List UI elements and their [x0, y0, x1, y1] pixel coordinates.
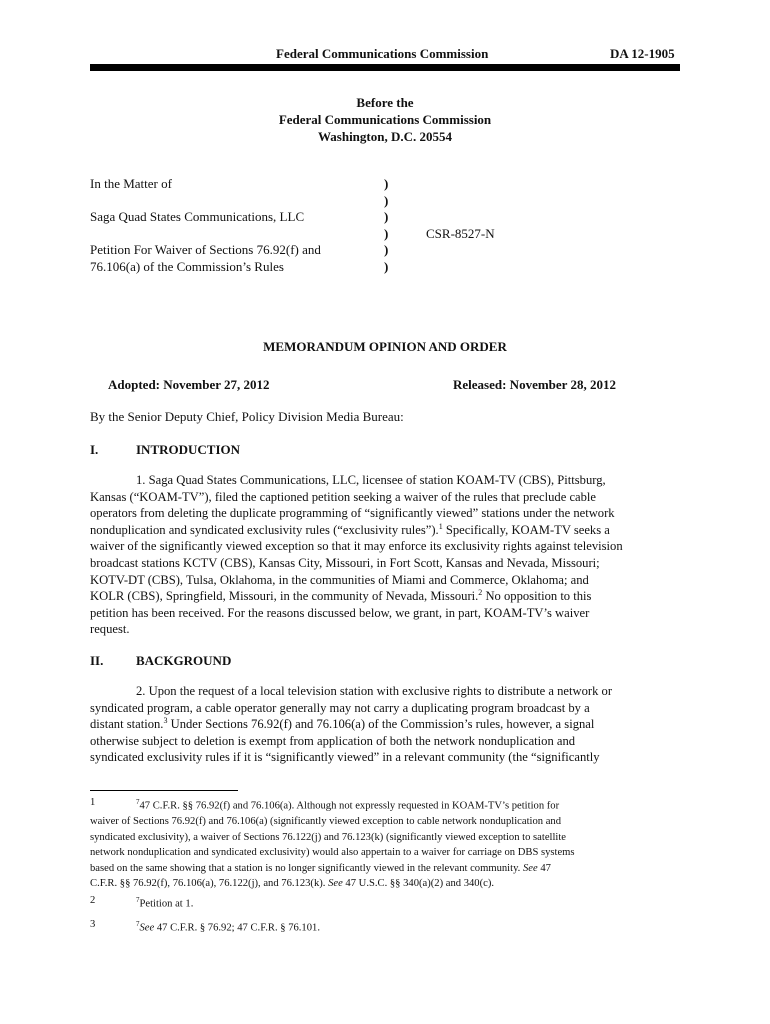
title-line-1: Before the — [356, 95, 414, 110]
paragraph-line: 2. Upon the request of a local television station with exclusive rights to distribute a network or — [136, 684, 613, 698]
header-rule — [90, 64, 680, 71]
released-date: Released: November 28, 2012 — [453, 377, 616, 392]
footnote-number: 1 — [90, 797, 96, 808]
footnote-line: based on the same showing that a station is no longer significantly viewed in the relevant community. See 47 — [90, 862, 551, 874]
footnote-line: syndicated exclusivity), a waiver of Sections 76.122(j) and 76.123(k) (significantly viewed exception to satellite — [90, 831, 566, 843]
header-agency: Federal Communications Commission — [276, 46, 489, 61]
caption-bracket: ) — [384, 209, 389, 224]
caption-bracket: ) — [384, 242, 389, 257]
section-title-background: BACKGROUND — [136, 653, 232, 668]
paragraph-line: broadcast stations KCTV (CBS), Kansas City, Missouri, in Fort Scott, Kansas and Nevada, Missouri; — [90, 555, 600, 570]
paragraph-line: petition has been received. For the reasons discussed below, we grant, in part, KOAM-TV’s waiver — [90, 605, 590, 620]
caption-bracket: ) — [384, 176, 389, 191]
section-number: II. — [90, 653, 104, 668]
section-number: I. — [90, 442, 99, 457]
caption-in-matter-of: In the Matter of — [90, 176, 172, 191]
footnote-3: $^7$See 47 C.F.R. § 76.92; 47 C.F.R. § 76.101. — [136, 920, 320, 934]
caption-bracket: ) — [384, 259, 389, 274]
footnote-line: C.F.R. §§ 76.92(f), 76.106(a), 76.122(j), and 76.123(k). See 47 U.S.C. §§ 340(a)(2) and 340(c). — [90, 878, 495, 890]
paragraph-line: KOTV-DT (CBS), Tulsa, Oklahoma, in the communities of Miami and Commerce, Oklahoma; and — [90, 572, 589, 587]
footnote-line: waiver of Sections 76.92(f) and 76.106(a) (significantly viewed exception to cable network nonduplication and — [90, 816, 561, 828]
adopted-date: Adopted: November 27, 2012 — [108, 377, 270, 392]
footnote-ref[interactable]: 2 — [478, 587, 483, 597]
caption-party: Saga Quad States Communications, LLC — [90, 209, 305, 224]
paragraph-line: syndicated exclusivity rules if it is “significantly viewed” in a relevant community (the “significantly — [90, 750, 600, 765]
title-line-2: Federal Communications Commission — [278, 112, 492, 127]
paragraph-line: waiver of the significantly viewed exception so that it may enforce its exclusivity rights against television — [90, 539, 623, 554]
paragraph-1 — [90, 472, 680, 638]
paragraph-line: request. — [90, 622, 130, 637]
footnote-2: $^7$Petition at 1. — [136, 896, 194, 910]
footnote-1 — [90, 795, 680, 892]
caption-petition-line-1: Petition For Waiver of Sections 76.92(f) and — [90, 242, 321, 257]
footnote-line: $^7$47 C.F.R. §§ 76.92(f) and 76.106(a). Although not expressly requested in KOAM-TV’s petition for — [136, 798, 560, 812]
footnote-number: 2 — [90, 895, 96, 906]
header-doc-number: DA 12-1905 — [610, 46, 675, 61]
footnote-line: network nonduplication and syndicated exclusivity) would also appertain to a waiver for carriage on DBS systems — [90, 847, 575, 859]
order-title: MEMORANDUM OPINION AND ORDER — [263, 339, 507, 354]
footnote-ref[interactable]: 3 — [163, 716, 168, 725]
paragraph-line: KOLR (CBS), Springfield, Missouri, in the community of Nevada, Missouri.$^2$ No opposition to this — [90, 587, 592, 604]
paragraph-line: 1. Saga Quad States Communications, LLC, licensee of station KOAM-TV (CBS), Pittsburg, — [136, 473, 606, 487]
caption-docket: CSR-8527-N — [426, 226, 495, 241]
footnote-ref[interactable]: 1 — [438, 521, 443, 531]
paragraph-line: Kansas (“KOAM-TV”), filed the captioned petition seeking a waiver of the rules that preclude cable — [90, 489, 597, 504]
footnote-number: 3 — [90, 919, 96, 930]
caption-bracket: ) — [384, 226, 389, 241]
title-line-3: Washington, D.C. 20554 — [318, 129, 452, 144]
byline: By the Senior Deputy Chief, Policy Division Media Bureau: — [90, 409, 404, 424]
paragraph-2 — [90, 683, 680, 766]
footnote-rule — [90, 790, 238, 791]
caption-petition-line-2: 76.106(a) of the Commission’s Rules — [90, 259, 284, 274]
section-title-introduction: INTRODUCTION — [136, 442, 241, 457]
caption-bracket: ) — [384, 193, 389, 208]
paragraph-line: syndicated program, a cable operator generally may not carry a duplicating program broadcast by a — [90, 700, 590, 715]
paragraph-line: nonduplication and syndicated exclusivity rules (“exclusivity rules”).$^1$ Specifically, KOAM-TV seeks a — [90, 521, 610, 537]
paragraph-line: otherwise subject to deletion is exempt from application of both the network nonduplication and — [90, 733, 576, 748]
paragraph-line: operators from deleting the duplicate programming of “significantly viewed” stations under the network — [90, 506, 615, 521]
paragraph-line: distant station.$^3$ Under Sections 76.92(f) and 76.106(a) of the Commission’s rules, however, a signal — [90, 716, 595, 732]
